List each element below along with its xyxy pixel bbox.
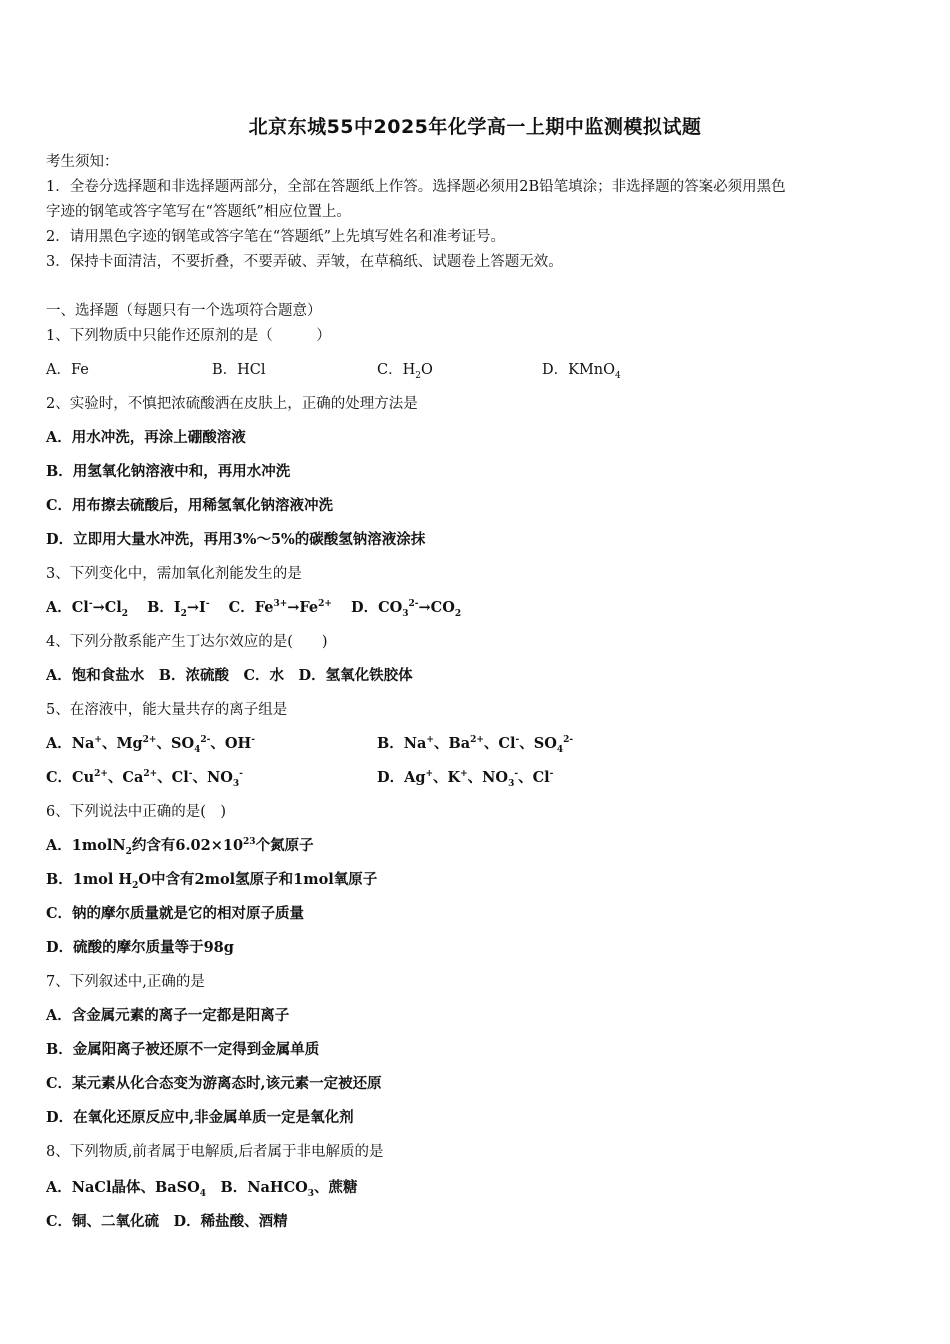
q7-option-c: C．某元素从化合态变为游离态时,该元素一定被还原 xyxy=(46,1075,382,1092)
question-8-stem: 8、下列物质,前者属于电解质,后者属于非电解质的是 xyxy=(46,1144,384,1160)
question-2-stem: 2、实验时，不慎把浓硫酸洒在皮肤上，正确的处理方法是 xyxy=(46,396,418,412)
q3-options xyxy=(46,598,461,618)
notice-item-1-cont: 字迹的钢笔或答字笔写在“答题纸”相应位置上。 xyxy=(46,204,351,220)
notice-item-2: 2．请用黑色字迹的钢笔或答字笔在“答题纸”上先填写姓名和准考证号。 xyxy=(46,229,506,245)
q6-option-c: C．钠的摩尔质量就是它的相对原子质量 xyxy=(46,905,305,922)
q7-option-d: D．在氧化还原反应中,非金属单质一定是氧化剂 xyxy=(46,1109,354,1126)
question-1-stem: 1、下列物质中只能作还原剂的是（ ） xyxy=(46,328,331,344)
question-7-stem: 7、下列叙述中,正确的是 xyxy=(46,974,205,990)
exam-title: 北京东城55中2025年化学高一上期中监测模拟试题 xyxy=(248,116,702,138)
q2-option-c: C．用布擦去硫酸后，用稀氢氧化钠溶液冲洗 xyxy=(46,497,334,514)
q2-option-d: D．立即用大量水冲洗，再用3%～5%的碳酸氢钠溶液涂抹 xyxy=(46,531,426,548)
notice-item-3: 3．保持卡面清洁，不要折叠，不要弄破、弄皱，在草稿纸、试题卷上答题无效。 xyxy=(46,254,563,270)
q3-option-b: B．$I_2\to I^-$ xyxy=(147,599,210,619)
q2-option-a: A．用水冲洗，再涂上硼酸溶液 xyxy=(46,429,246,446)
q3-option-d: D．$CO_3^{2-}\to CO_2$ xyxy=(351,599,462,619)
question-6-stem: 6、下列说法中正确的是( ) xyxy=(46,804,227,820)
q3-option-c: C．$Fe^{3+}\to Fe^{2+}$ xyxy=(228,599,332,616)
q5-option-b: B．Na+、$Ba^{2+}$、Cl-、$SO_4^{2-}$ xyxy=(377,735,574,755)
q5-option-c: C．$Cu^{2+}$、$Ca^{2+}$、Cl-、$NO_3^-$ xyxy=(46,769,243,789)
q4-options: A．饱和食盐水 B．浓硫酸 C．水 D．氢氧化铁胶体 xyxy=(46,667,413,684)
q3-option-a: A．$Cl^-\to Cl_2$ xyxy=(46,599,129,619)
question-3-stem: 3、下列变化中，需加氧化剂能发生的是 xyxy=(46,566,302,582)
q6-option-b: B．1mol $H_2O$中含有2mol氢原子和1mol氧原子 xyxy=(46,871,378,891)
q8-options-cd: C．铜、二氧化硫 D．稀盐酸、酒精 xyxy=(46,1213,288,1230)
q1-option-c: C．$H_2O$ xyxy=(377,362,433,381)
section-heading: 一、选择题（每题只有一个选项符合题意） xyxy=(46,303,322,319)
q1-option-a: A．Fe xyxy=(46,362,89,378)
q7-option-b: B．金属阳离子被还原不一定得到金属单质 xyxy=(46,1041,320,1058)
notice-heading: 考生须知： xyxy=(46,154,119,170)
q6-option-a: A．1molN$_2$约含有$6.02\times 10^{23}$个氮原子 xyxy=(46,837,314,857)
q1-option-b: B．HCl xyxy=(212,362,266,378)
q5-option-a: A．Na+、$Mg^{2+}$、$SO_4^{2-}$、OH- xyxy=(46,735,255,755)
q6-option-d: D．硫酸的摩尔质量等于98g xyxy=(46,939,234,956)
q2-option-b: B．用氢氧化钠溶液中和，再用水冲洗 xyxy=(46,463,291,480)
q8-options-ab: A．NaCl晶体、BaSO$_4$ B．NaHCO$_3$、蔗糖 xyxy=(46,1179,358,1199)
q1-option-d: D．KMnO$_4$ xyxy=(542,362,621,381)
question-4-stem: 4、下列分散系能产生丁达尔效应的是( ) xyxy=(46,634,328,650)
question-5-stem: 5、在溶液中，能大量共存的离子组是 xyxy=(46,702,288,718)
notice-item-1: 1．全卷分选择题和非选择题两部分，全部在答题纸上作答。选择题必须用2B铅笔填涂；非选择题的答案必须用黑色 xyxy=(46,179,786,195)
q7-option-a: A．含金属元素的离子一定都是阳离子 xyxy=(46,1007,290,1024)
q5-option-d: D．Ag+、K+、$NO_3^-$、Cl- xyxy=(377,769,554,789)
